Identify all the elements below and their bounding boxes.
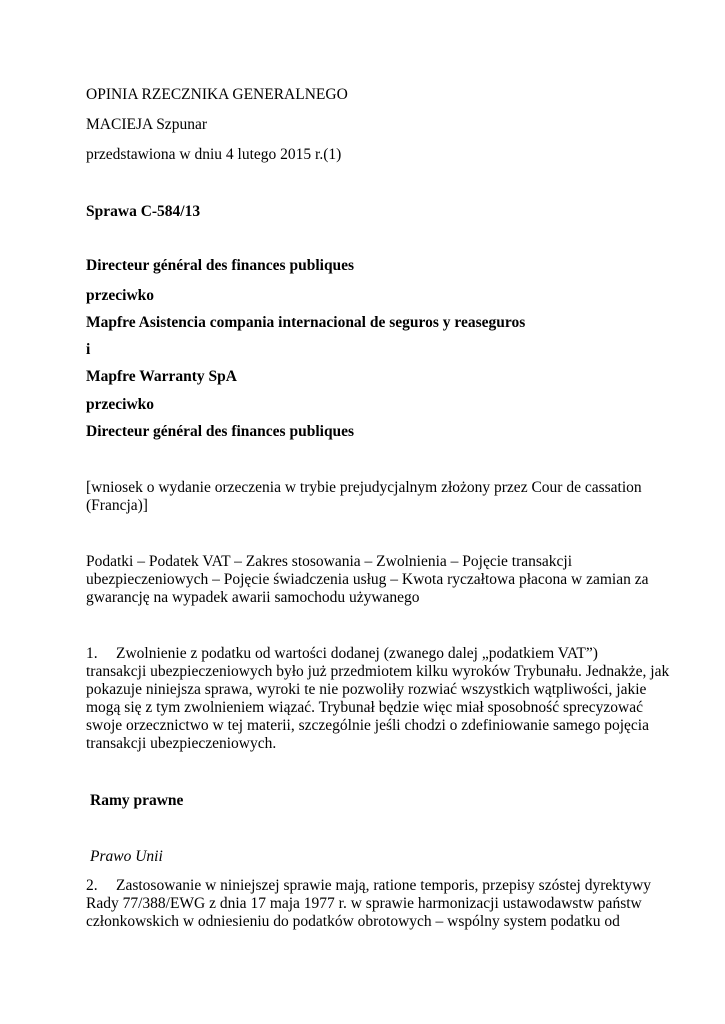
- section-heading: Ramy prawne: [90, 792, 184, 809]
- paragraph-2: [86, 877, 652, 931]
- keywords-block: [86, 553, 649, 607]
- opinion-title: OPINIA RZECZNIKA GENERALNEGO: [86, 86, 348, 103]
- keywords-line: ubezpieczeniowych – Pojęcie świadczenia usług – Kwota ryczałtowa płacona w zamian za: [86, 571, 649, 588]
- request-line: [wniosek o wydanie orzeczenia w trybie prejudycjalnym złożony przez Cour de cassation: [86, 479, 642, 496]
- paragraph-line: pokazuje niniejsza sprawa, wyroki te nie pozwoliły rozwiać wszystkich wątpliwości, jakie: [86, 681, 647, 698]
- paragraph-line: swoje orzecznictwo w tej materii, szczególnie jeśli chodzi o zdefiniowanie samego pojęcia: [86, 717, 649, 734]
- paragraph-line: 1. Zwolnienie z podatku od wartości dodanej (zwanego dalej „podatkiem VAT”): [86, 645, 598, 662]
- paragraph-line: mogą się z tym zwolnieniem wiązać. Trybunał będzie więc miał sposobność sprecyzować: [86, 699, 643, 716]
- keywords-line: Podatki – Podatek VAT – Zakres stosowania – Zwolnienia – Pojęcie transakcji: [86, 553, 573, 570]
- party-directeur-2: Directeur général des finances publiques: [86, 423, 355, 440]
- paragraph-number: 1.: [86, 645, 98, 662]
- party-directeur-1: Directeur général des finances publiques: [86, 257, 355, 274]
- paragraph-line: transakcji ubezpieczeniowych było już przedmiotem kilku wyroków Trybunału. Jednakże, jak: [86, 663, 670, 680]
- conjunction-i: i: [86, 341, 91, 358]
- versus-2: przeciwko: [86, 396, 155, 413]
- party-mapfre-warranty: Mapfre Warranty SpA: [86, 368, 237, 385]
- keywords-line: gwarancję na wypadek awarii samochodu używanego: [86, 589, 420, 606]
- request-line: (Francja)]: [86, 497, 148, 514]
- paragraph-number: 2.: [86, 877, 98, 894]
- section-subheading: Prawo Unii: [90, 848, 163, 865]
- versus-1: przeciwko: [86, 287, 155, 304]
- paragraph-line: 2. Zastosowanie w niniejszej sprawie mają, ratione temporis, przepisy szóstej dyrektywy: [86, 877, 652, 894]
- case-number: Sprawa C‑584/13: [86, 203, 201, 220]
- party-mapfre-asistencia: Mapfre Asistencia compania internacional de seguros y reaseguros: [86, 314, 526, 331]
- advocate-general-name: MACIEJA Szpunar: [86, 116, 207, 133]
- paragraph-line: transakcji ubezpieczeniowych.: [86, 735, 277, 752]
- delivery-date: przedstawiona w dniu 4 lutego 2015 r.(1): [86, 146, 342, 163]
- request-note: [86, 479, 646, 515]
- paragraph-line: Rady 77/388/EWG z dnia 17 maja 1977 r. w sprawie harmonizacji ustawodawstw państw: [86, 895, 642, 912]
- paragraph-1: [86, 645, 670, 753]
- paragraph-line: członkowskich w odniesieniu do podatków obrotowych – wspólny system podatku od: [86, 913, 620, 930]
